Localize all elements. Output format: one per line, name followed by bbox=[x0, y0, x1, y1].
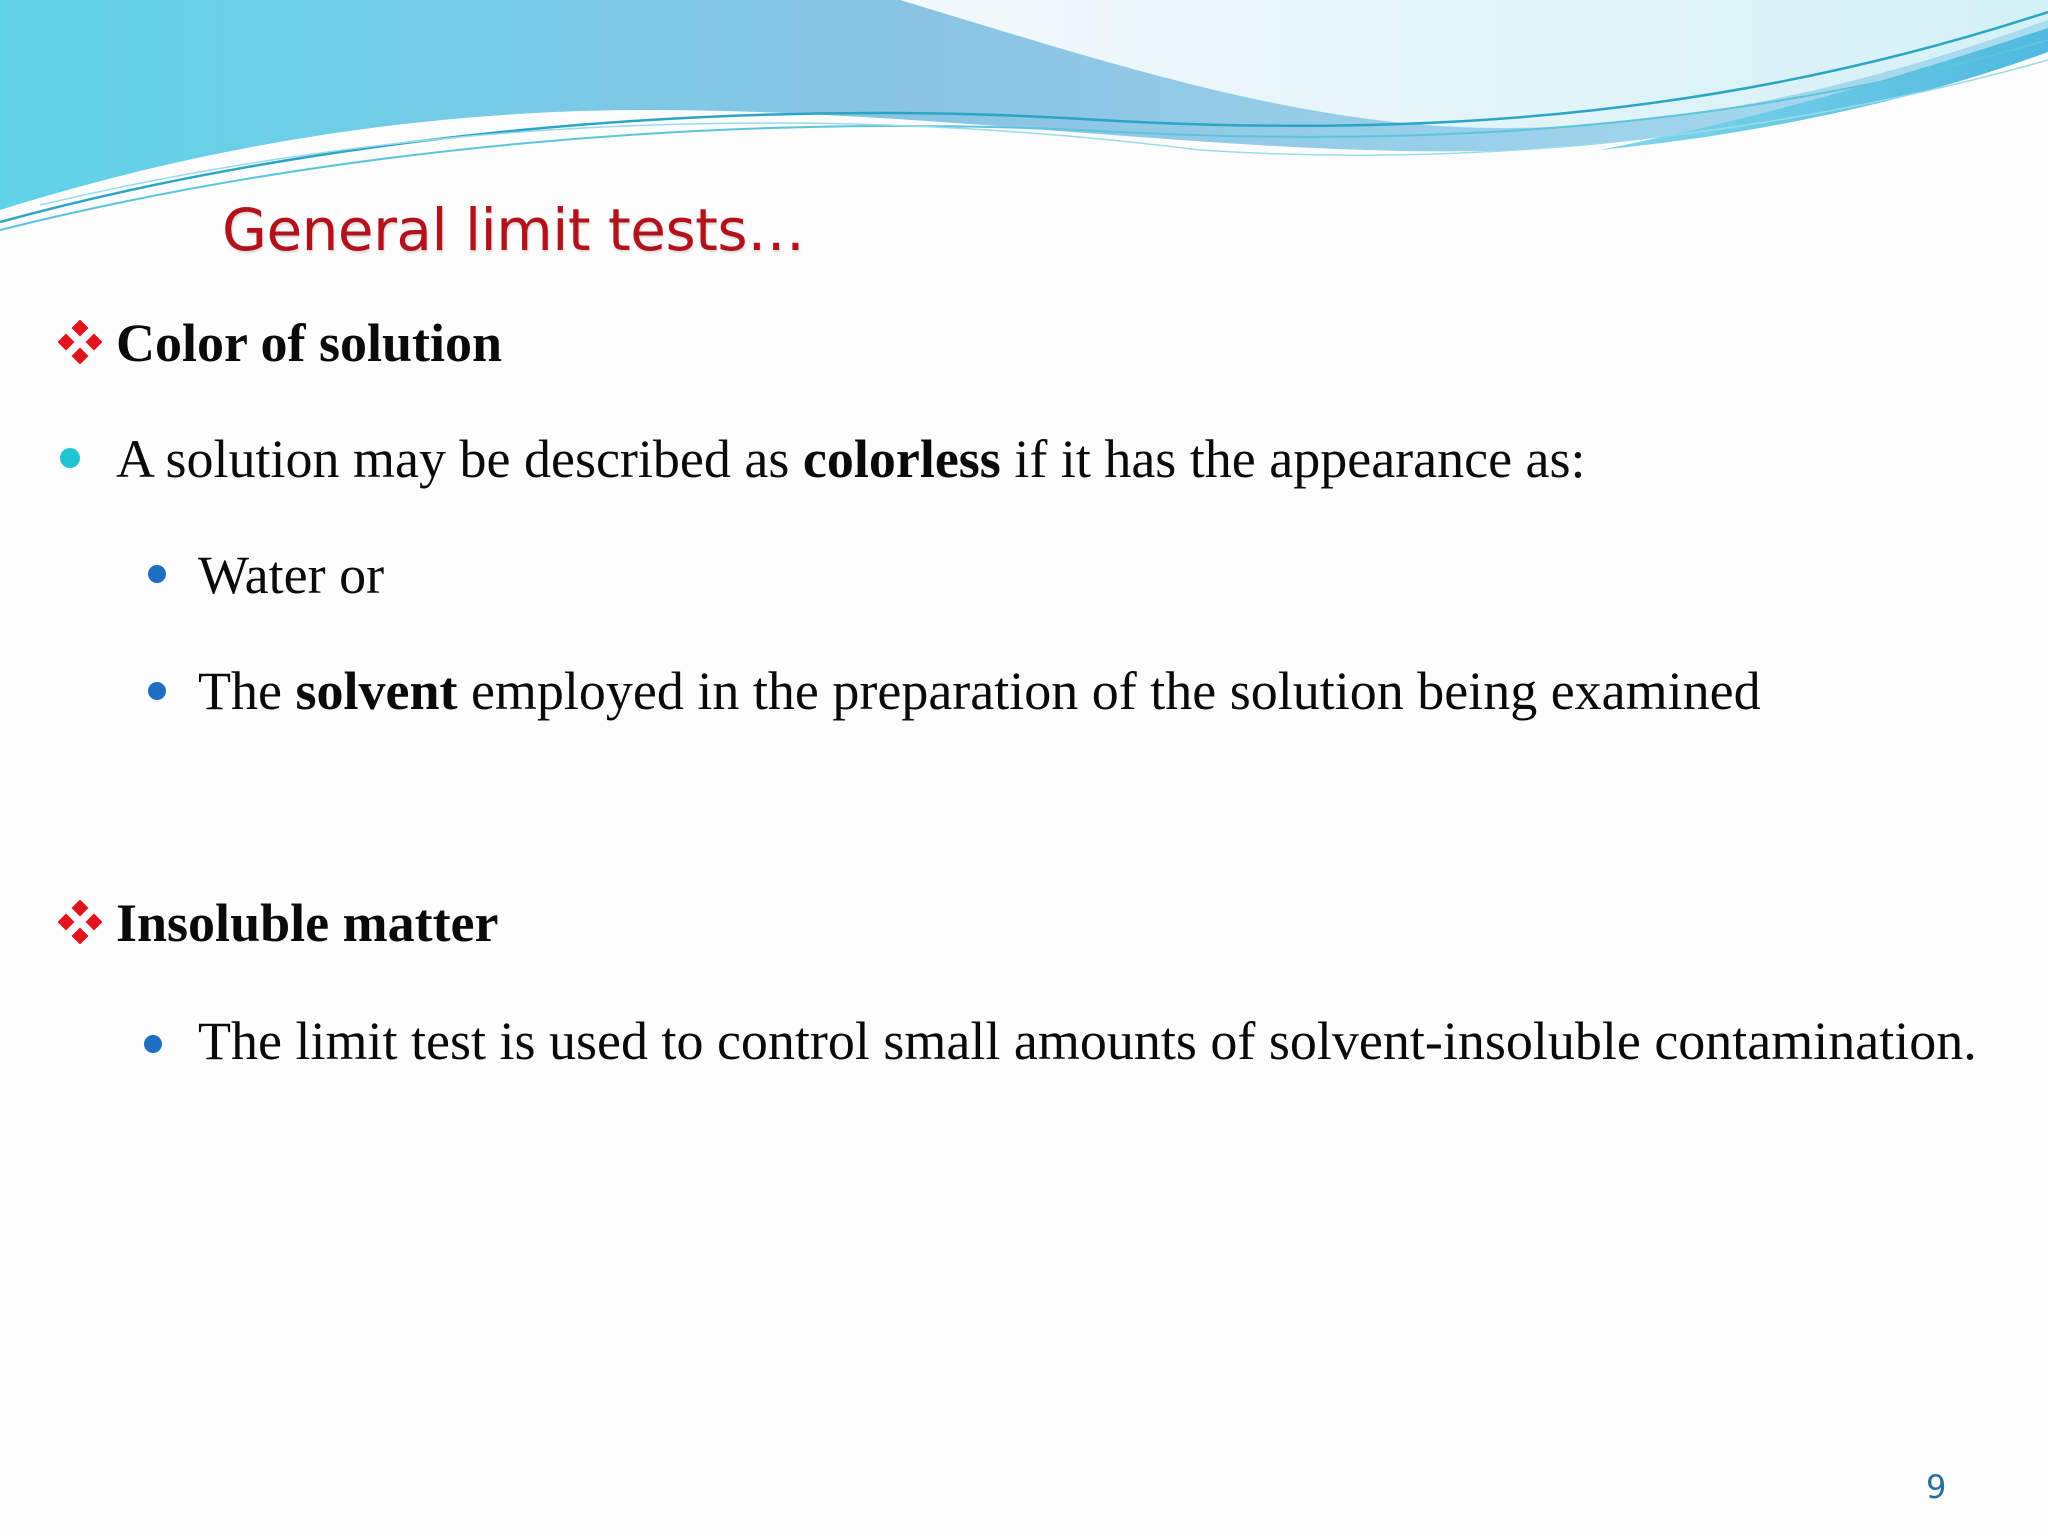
sub-bullet-dot-icon bbox=[148, 565, 166, 583]
bullet-text: The bbox=[198, 661, 296, 721]
diamond-bullet-icon bbox=[58, 320, 102, 364]
bullet-text: A solution may be described as bbox=[116, 429, 803, 489]
insoluble-matter-description: The limit test is used to control small amounts of solvent-insoluble contamination. bbox=[198, 1011, 1977, 1071]
slide-title: General limit tests… bbox=[222, 196, 805, 264]
sub-bullet-solvent bbox=[198, 661, 1761, 721]
sub-bullet-dot-icon bbox=[144, 1035, 162, 1053]
sub-bullet-water: Water or bbox=[198, 545, 385, 605]
section-heading-insoluble-matter: Insoluble matter bbox=[116, 893, 499, 953]
section-heading-color-of-solution: Color of solution bbox=[116, 313, 503, 373]
sub-bullet-dot-icon bbox=[148, 682, 166, 700]
bold-term-colorless: colorless bbox=[802, 429, 1001, 489]
bullet-text: if it has the appearance as: bbox=[1000, 429, 1586, 489]
bullet-text: employed in the preparation of the solution being examined bbox=[457, 661, 1761, 721]
page-number: 9 bbox=[1926, 1468, 1947, 1506]
bullet-colorless bbox=[116, 429, 1586, 489]
bold-term-solvent: solvent bbox=[295, 661, 458, 721]
diamond-bullet-icon bbox=[58, 900, 102, 944]
bullet-dot-icon bbox=[60, 448, 80, 468]
